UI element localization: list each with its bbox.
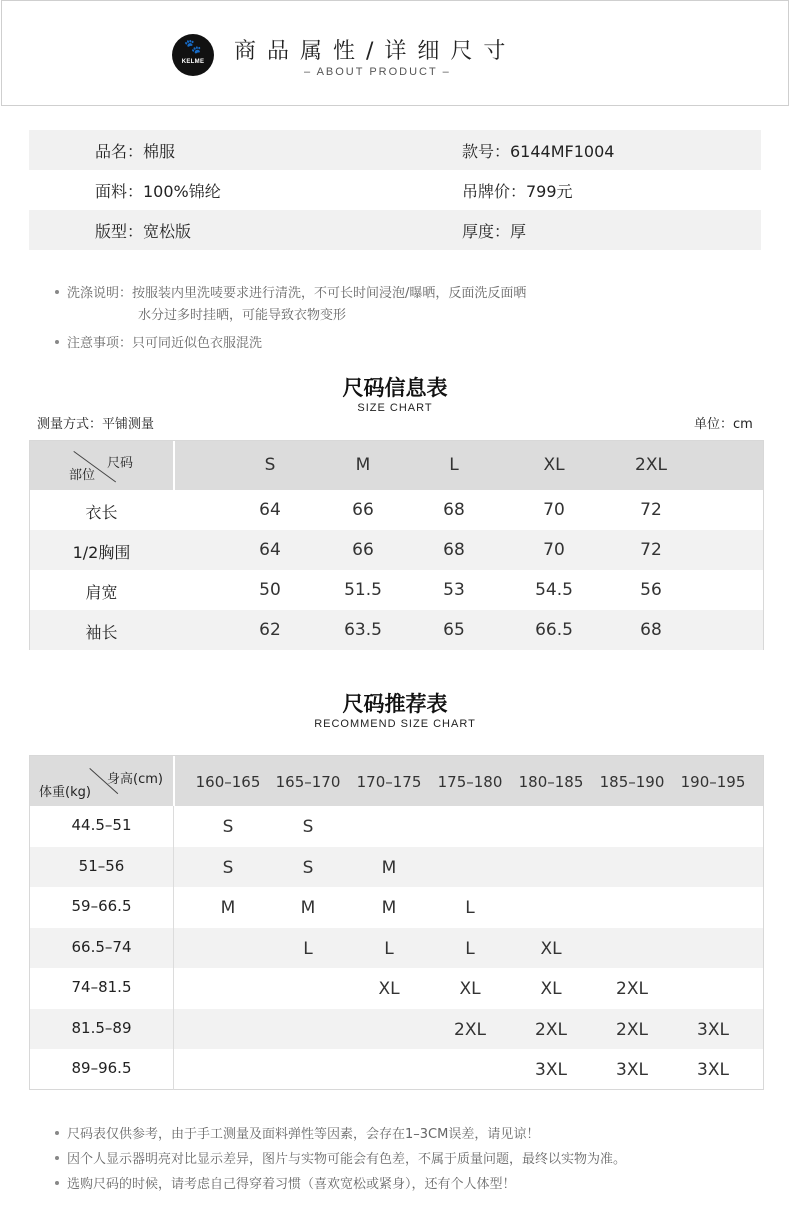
recommended-size-cell: M [300,898,316,918]
recommended-size-cell: XL [540,979,562,999]
attr-fit: 版型：宽松版 [95,221,192,241]
recommend-row [30,887,763,928]
unit-label: 单位：cm [694,417,753,432]
recommended-size-cell: 2XL [454,1019,486,1040]
footer-note [55,1148,626,1167]
wash-label: 洗涤说明： [67,286,133,301]
size-row [30,530,763,570]
corner-size-label: 尺码 [107,456,134,471]
recommended-size-cell: L [465,938,475,959]
size-value-cell: 68 [640,620,662,640]
size-chart-table [29,440,764,650]
recommended-size-cell: XL [459,979,481,999]
recommended-size-cell: 3XL [616,1060,648,1080]
page-subtitle: – ABOUT PRODUCT – [304,66,451,78]
size-row-label: 1/2胸围 [72,543,131,562]
row-divider [173,847,174,888]
size-col-header: M [355,455,371,475]
recommended-size-cell: 3XL [697,1060,729,1080]
recommended-size-cell: 3XL [697,1019,729,1040]
recommended-size-cell: 2XL [616,979,648,999]
size-value-cell: 72 [640,500,662,520]
weight-row-label: 66.5–74 [71,937,132,956]
weight-row-label: 74–81.5 [71,978,132,996]
row-divider [173,928,174,969]
recommended-size-cell: M [381,898,397,918]
size-row [30,610,763,650]
recommended-size-cell: XL [540,938,562,959]
attr-row [29,170,761,210]
size-col-header: S [264,455,276,475]
recommend-row [30,847,763,888]
size-col-header: XL [543,455,565,475]
size-row-label: 肩宽 [85,583,118,602]
weight-row-label: 59–66.5 [71,897,132,915]
recommend-row [30,928,763,969]
attributes-table [29,130,761,250]
height-col-header: 190–195 [680,773,746,791]
caution-label: 注意事项： [67,336,133,351]
recommended-size-cell: S [222,817,234,837]
caution-text: 只可同近似色衣服混洗 [132,336,263,351]
height-col-header: 170–175 [356,773,422,791]
size-value-cell: 66.5 [535,620,573,640]
recommend-row [30,806,763,847]
bullet-icon [55,290,59,294]
size-value-cell: 64 [259,500,281,520]
size-row [30,570,763,610]
recommended-size-cell: M [220,898,236,918]
size-col-header: L [449,455,459,475]
attr-row [29,210,761,250]
size-value-cell: 63.5 [344,620,382,640]
wash-note [55,282,526,301]
recommended-size-cell: L [303,938,313,959]
footer-note-text: 尺码表仅供参考，由于手工测量及面料弹性等因素，会存在1–3CM误差，请见谅！ [67,1127,540,1142]
size-col-header: 2XL [635,455,667,475]
height-col-header: 185–190 [599,773,665,791]
size-value-cell: 62 [259,620,281,640]
size-value-cell: 65 [443,620,465,640]
header-divider [173,441,175,490]
weight-row-label: 51–56 [78,856,125,875]
size-value-cell: 64 [259,540,281,560]
attr-fabric: 面料：100%锦纶 [95,181,221,201]
recommend-row [30,1049,763,1090]
attr-price: 吊牌价：799元 [462,181,573,201]
height-col-header: 180–185 [518,773,584,791]
header-divider [173,756,175,806]
recommended-size-cell: XL [378,979,400,999]
wash-note-cont: 水分过多时挂晒，可能导致衣物变形 [138,308,347,323]
bullet-icon [55,340,59,344]
height-col-header: 165–170 [275,773,341,791]
size-chart-subtitle: SIZE CHART [357,402,433,414]
recommended-size-cell: L [384,938,394,959]
height-col-header: 160–165 [195,773,261,791]
recommend-chart-title: 尺码推荐表 [342,692,448,716]
attr-style-no: 款号：6144MF1004 [462,141,615,161]
row-divider [173,1009,174,1050]
size-value-cell: 70 [543,500,565,520]
recommended-size-cell: 2XL [616,1019,648,1040]
weight-row-label: 89–96.5 [71,1059,132,1077]
corner-part-label: 部位 [69,468,96,483]
weight-row-label: 81.5–89 [71,1018,132,1037]
size-value-cell: 68 [443,500,465,520]
size-value-cell: 54.5 [535,580,573,600]
size-value-cell: 51.5 [344,580,382,600]
recommended-size-cell: L [465,898,475,918]
recommended-size-cell: 2XL [535,1019,567,1040]
measure-method: 测量方式：平铺测量 [37,417,155,432]
size-header-row [30,441,763,490]
recommend-row [30,968,763,1009]
corner-weight-label: 体重(kg) [39,785,91,800]
size-row [30,490,763,530]
attr-row [29,130,761,170]
recommend-header-row [30,756,763,806]
height-col-header: 175–180 [437,773,503,791]
size-row-label: 袖长 [85,623,118,642]
recommend-chart-subtitle: RECOMMEND SIZE CHART [314,718,476,730]
wash-text: 按服装内里洗唛要求进行清洗，不可长时间浸泡/曝晒，反面洗反面晒 [132,286,527,301]
bullet-icon [55,1181,59,1185]
recommended-size-cell: S [302,857,314,878]
row-divider [173,806,174,847]
logo-text: KELME [181,59,205,65]
footer-note-text: 因个人显示器明亮对比显示差异，图片与实物可能会有色差，不属于质量问题，最终以实物为准。 [67,1152,627,1167]
recommend-chart-table [29,755,764,1090]
paw-icon: 🐾 [184,39,202,55]
size-value-cell: 66 [352,540,374,560]
recommended-size-cell: S [222,857,234,878]
recommended-size-cell: S [302,817,314,837]
size-chart-title: 尺码信息表 [342,376,448,400]
corner-height-label: 身高(cm) [107,772,163,787]
footer-note [55,1123,539,1142]
attr-thickness: 厚度：厚 [462,221,527,241]
row-divider [173,968,174,1009]
recommended-size-cell: 3XL [535,1060,567,1080]
weight-row-label: 44.5–51 [71,816,132,834]
size-row-label: 衣长 [85,503,118,522]
size-value-cell: 70 [543,540,565,560]
size-value-cell: 50 [259,580,281,600]
bullet-icon [55,1156,59,1160]
bullet-icon [55,1131,59,1135]
footer-note [55,1173,516,1192]
size-value-cell: 68 [443,540,465,560]
attr-name: 品名：棉服 [95,141,176,161]
size-value-cell: 72 [640,540,662,560]
row-divider [173,887,174,928]
recommend-row [30,1009,763,1050]
footer-note-text: 选购尺码的时候，请考虑自己得穿着习惯（喜欢宽松或紧身），还有个人体型！ [67,1177,516,1192]
row-divider [173,1049,174,1090]
caution-note [55,332,262,351]
page-title: 商品属性/详细尺寸 [234,39,517,64]
kelme-logo [172,34,214,76]
size-value-cell: 66 [352,500,374,520]
size-value-cell: 56 [640,580,662,600]
recommended-size-cell: M [381,857,397,878]
size-value-cell: 53 [443,580,465,600]
header-box [1,0,789,106]
